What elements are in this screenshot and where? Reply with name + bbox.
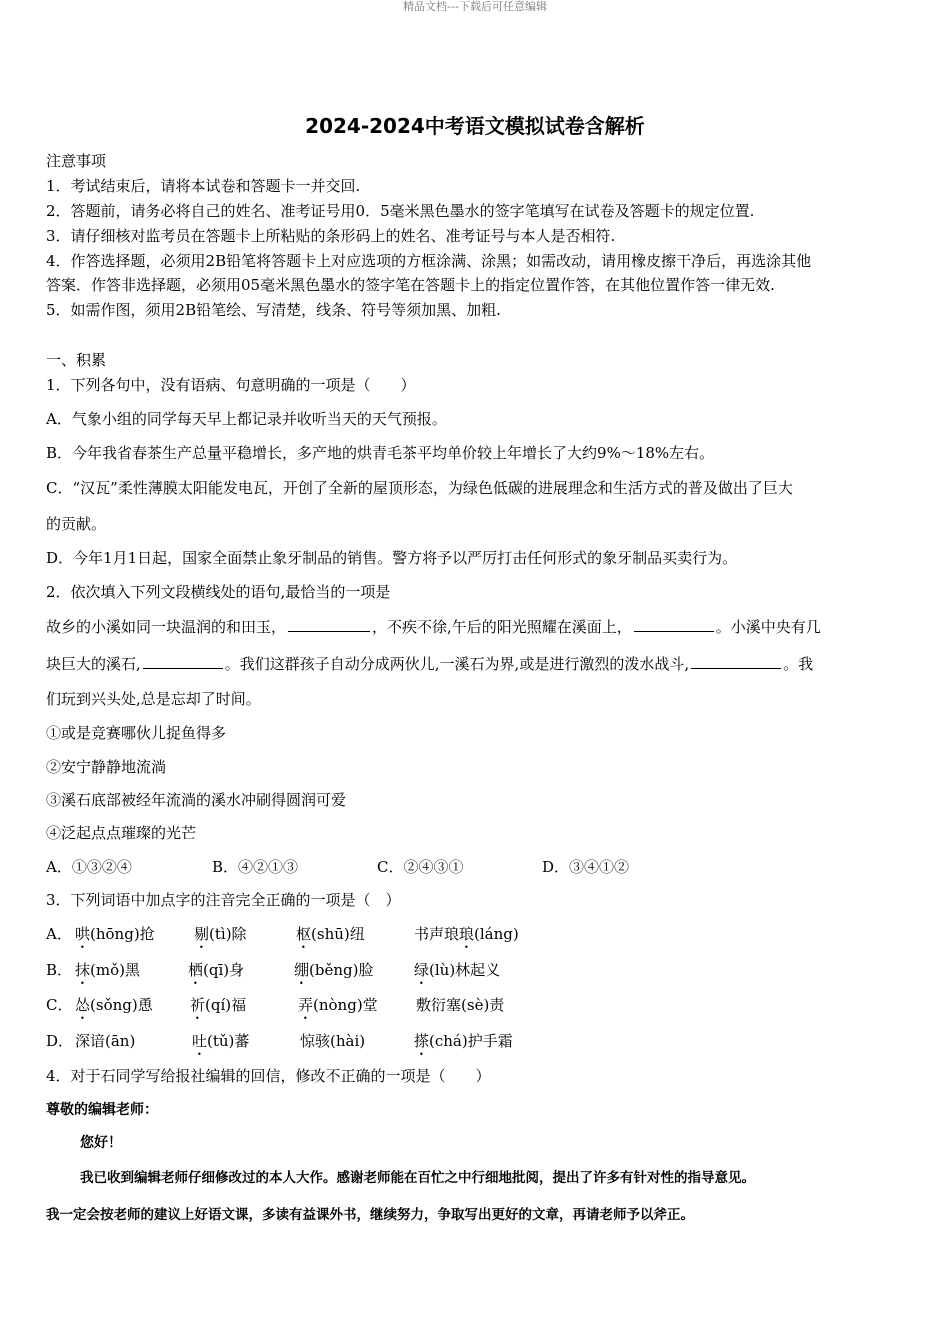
q2-passage-line-1 bbox=[46, 616, 916, 637]
q2-sentence-1: ①或是竞赛哪伙儿捉鱼得多 bbox=[46, 724, 227, 742]
note-item-4: 4．作答选择题，必须用2B铅笔将答题卡上对应选项的方框涂满、涂黑；如需改动，请用橡皮擦干净后，再选涂其他 bbox=[46, 252, 812, 270]
q3-option-c-word-2 bbox=[190, 995, 246, 1023]
q2-text: 块巨大的溪石, bbox=[46, 655, 141, 673]
note-item-3: 3．请仔细核对监考员在答题卡上所粘贴的条形码上的姓名、准考证号与本人是否相符. bbox=[46, 227, 616, 245]
answer-blank-3 bbox=[143, 653, 223, 669]
q3-option-a-word-1 bbox=[75, 924, 155, 952]
q2-text: 。小溪中央有几 bbox=[715, 618, 821, 636]
notes-heading: 注意事项 bbox=[46, 152, 107, 170]
q3-option-d-word-3 bbox=[300, 1031, 365, 1051]
word-text: 敷衍塞 bbox=[416, 996, 462, 1014]
note-item-4-cont: 答案．作答非选择题，必须用05毫米黑色墨水的签字笔在答题卡上的指定位置作答，在其他位置作答一律无效. bbox=[46, 276, 775, 294]
pinyin: (hài) bbox=[330, 1032, 366, 1050]
q2-option-d: D．③④①② bbox=[542, 858, 630, 876]
pinyin: (sè)责 bbox=[461, 996, 505, 1014]
note-item-1: 1．考试结束后，请将本试卷和答题卡一并交回. bbox=[46, 177, 361, 195]
note-item-5: 5．如需作图，须用2B铅笔绘、写清楚，线条、符号等须加黑、加粗. bbox=[46, 301, 501, 319]
dotted-char: 枢 bbox=[296, 925, 312, 943]
note-item-2: 2．答题前，请务必将自己的姓名、准考证号用0．5毫米黑色墨水的签字笔填写在试卷及答题卡的规定位置. bbox=[46, 202, 755, 220]
dotted-char: 琅 bbox=[459, 925, 475, 943]
q2-sentence-2: ②安宁静静地流淌 bbox=[46, 758, 167, 776]
q3-option-b-word-2 bbox=[188, 960, 244, 988]
q2-sentence-4: ④泛起点点璀璨的光芒 bbox=[46, 824, 197, 842]
q3-option-d-word-2 bbox=[192, 1031, 249, 1059]
pinyin: (běng)脸 bbox=[309, 961, 374, 979]
q2-text: ，不疾不徐,午后的阳光照耀在溪面上， bbox=[372, 618, 632, 636]
answer-blank-2 bbox=[634, 616, 714, 632]
q2-option-b: B．④②①③ bbox=[212, 858, 299, 876]
q2-text: 。我们这群孩子自动分成两伙儿,一溪石为界,或是进行激烈的泼水战斗, bbox=[224, 655, 690, 673]
pinyin: (hōng)抢 bbox=[90, 925, 155, 943]
q3-option-b-label: B． bbox=[46, 961, 73, 979]
q3-option-b-word-1 bbox=[75, 960, 140, 988]
q2-text: 。我 bbox=[783, 655, 814, 673]
dotted-char: 弄 bbox=[298, 996, 314, 1014]
dotted-char: 抹 bbox=[75, 961, 91, 979]
page-title: 2024-2024中考语文模拟试卷含解析 bbox=[305, 114, 645, 138]
answer-blank-4 bbox=[691, 653, 781, 669]
q2-option-a: A．①③②④ bbox=[46, 858, 132, 876]
dotted-char: 祈 bbox=[190, 996, 206, 1014]
q2-stem: 2．依次填入下列文段横线处的语句,最恰当的一项是 bbox=[46, 583, 391, 601]
q1-option-b: B．今年我省春茶生产总量平稳增长，多产地的烘青毛茶平均单价较上年增长了大约9%～18%左右。 bbox=[46, 444, 715, 462]
letter-salutation: 尊敬的编辑老师： bbox=[46, 1102, 158, 1118]
dotted-char: 绿 bbox=[414, 961, 430, 979]
pinyin: (mǒ)黑 bbox=[90, 961, 140, 979]
pinyin: (nòng)堂 bbox=[313, 996, 378, 1014]
pinyin: (shū)纽 bbox=[311, 925, 365, 943]
q3-option-d-label: D． bbox=[46, 1032, 74, 1050]
q1-option-d: D．今年1月1日起，国家全面禁止象牙制品的销售。警方将予以严厉打击任何形式的象牙制品买卖行为。 bbox=[46, 549, 738, 567]
q1-option-a: A．气象小组的同学每天早上都记录并收听当天的天气预报。 bbox=[46, 410, 447, 428]
q1-option-c-cont: 的贡献。 bbox=[46, 515, 107, 533]
q3-option-a-word-2 bbox=[194, 924, 247, 952]
q2-passage-line-3: 们玩到兴头处,总是忘却了时间。 bbox=[46, 690, 261, 708]
q3-option-b-word-3 bbox=[294, 960, 373, 988]
q3-option-d-word-1 bbox=[75, 1031, 135, 1051]
pinyin: (sǒng)恿 bbox=[90, 996, 153, 1014]
q3-option-a-label: A． bbox=[46, 925, 72, 943]
dotted-char: 剔 bbox=[194, 925, 210, 943]
q3-option-c-word-3 bbox=[298, 995, 378, 1023]
page-header: 精品文档---下载后可任意编辑 bbox=[403, 0, 547, 13]
q3-stem: 3．下列词语中加点字的注音完全正确的一项是（ ） bbox=[46, 891, 401, 909]
pinyin: (qī)身 bbox=[203, 961, 245, 979]
dotted-char: 吐 bbox=[192, 1032, 208, 1050]
section-heading: 一、积累 bbox=[46, 351, 107, 369]
letter-greeting: 您好！ bbox=[80, 1135, 122, 1151]
q3-option-c-word-1 bbox=[75, 995, 153, 1023]
q3-option-d-word-4 bbox=[414, 1031, 513, 1059]
letter-body-line-2: 我一定会按老师的建议上好语文课，多读有益课外书，继续努力，争取写出更好的文章，再请老师予以斧正。 bbox=[46, 1207, 694, 1223]
q1-stem: 1．下列各句中，没有语病、句意明确的一项是（ ） bbox=[46, 376, 416, 394]
q2-sentence-3: ③溪石底部被经年流淌的溪水冲刷得圆润可爱 bbox=[46, 791, 347, 809]
q3-option-a-word-4 bbox=[414, 924, 519, 952]
pinyin: (ān) bbox=[105, 1032, 136, 1050]
word-text: 惊骇 bbox=[300, 1032, 331, 1050]
pinyin: (tì)除 bbox=[209, 925, 247, 943]
dotted-char: 绷 bbox=[294, 961, 310, 979]
letter-body-line-1: 我已收到编辑老师仔细修改过的本人大作。感谢老师能在百忙之中行细地批阅，提出了许多有针对性的指导意见。 bbox=[80, 1170, 755, 1186]
pinyin: (tǔ)蕃 bbox=[207, 1032, 250, 1050]
q1-option-c: C．“汉瓦”柔性薄膜太阳能发电瓦，开创了全新的屋顶形态，为绿色低碳的进展理念和生活方式的普及做出了巨大 bbox=[46, 479, 793, 497]
dotted-char: 搽 bbox=[414, 1032, 430, 1050]
q4-stem: 4．对于石同学写给报社编辑的回信，修改不正确的一项是（ ） bbox=[46, 1067, 491, 1085]
q3-option-c-label: C． bbox=[46, 996, 73, 1014]
dotted-char: 哄 bbox=[75, 925, 91, 943]
word-text: 书声琅 bbox=[414, 925, 460, 943]
q2-passage-line-2 bbox=[46, 653, 916, 674]
pinyin: (láng) bbox=[474, 925, 519, 943]
q3-option-c-word-4 bbox=[416, 995, 504, 1015]
dotted-char: 怂 bbox=[75, 996, 91, 1014]
word-text: 深谙 bbox=[75, 1032, 106, 1050]
answer-blank-1 bbox=[288, 616, 370, 632]
q3-option-a-word-3 bbox=[296, 924, 365, 952]
dotted-char: 栖 bbox=[188, 961, 204, 979]
pinyin: (lù)林起义 bbox=[429, 961, 501, 979]
pinyin: (qí)福 bbox=[205, 996, 247, 1014]
q2-text: 故乡的小溪如同一块温润的和田玉， bbox=[46, 618, 287, 636]
pinyin: (chá)护手霜 bbox=[429, 1032, 513, 1050]
q2-option-c: C．②④③① bbox=[377, 858, 464, 876]
q3-option-b-word-4 bbox=[414, 960, 500, 988]
